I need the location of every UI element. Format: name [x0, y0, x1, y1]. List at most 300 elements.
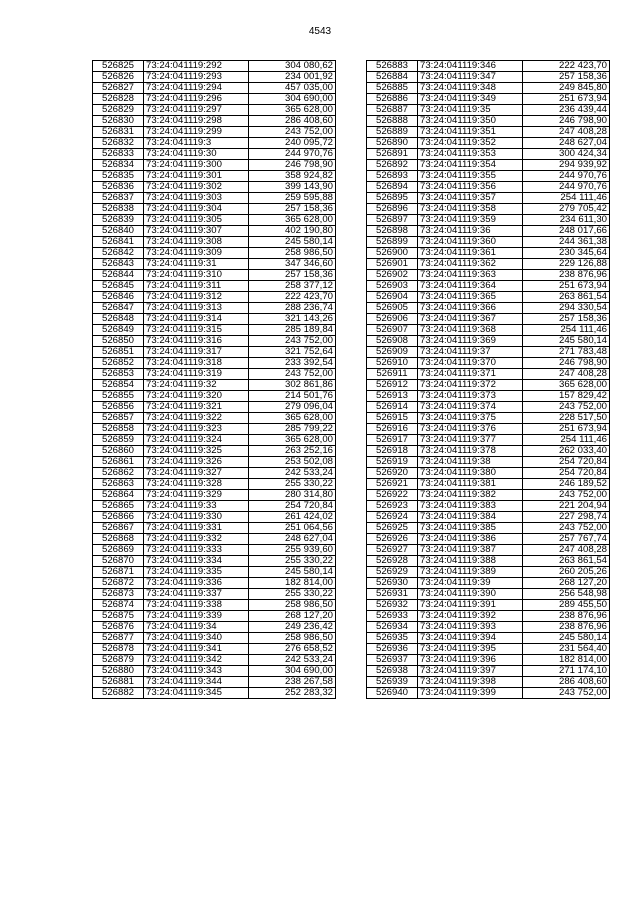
table-row [93, 226, 336, 237]
cadastral-number-cell: 73:24:041119:333 [144, 545, 249, 556]
cadastral-number-cell: 73:24:041119:304 [144, 204, 249, 215]
row-number-cell: 526909 [367, 347, 418, 358]
table-row [367, 556, 610, 567]
cadastral-number-cell: 73:24:041119:339 [144, 611, 249, 622]
row-number-cell: 526937 [367, 655, 418, 666]
cadastral-number-cell: 73:24:041119:366 [418, 303, 523, 314]
cadastral-value-cell: 182 814,00 [249, 578, 336, 589]
table-row [93, 457, 336, 468]
cadastral-value-cell: 227 298,74 [523, 512, 610, 523]
row-number-cell: 526915 [367, 413, 418, 424]
table-row [93, 435, 336, 446]
row-number-cell: 526870 [93, 556, 144, 567]
cadastral-value-cell: 236 439,44 [523, 105, 610, 116]
row-number-cell: 526903 [367, 281, 418, 292]
table-row [367, 435, 610, 446]
cadastral-number-cell: 73:24:041119:314 [144, 314, 249, 325]
table-row [367, 336, 610, 347]
table-row [367, 94, 610, 105]
table-row [93, 138, 336, 149]
cadastral-number-cell: 73:24:041119:368 [418, 325, 523, 336]
cadastral-value-cell: 243 752,00 [249, 336, 336, 347]
row-number-cell: 526871 [93, 567, 144, 578]
table-row [93, 292, 336, 303]
row-number-cell: 526839 [93, 215, 144, 226]
cadastral-value-cell: 238 876,96 [523, 622, 610, 633]
cadastral-number-cell: 73:24:041119:302 [144, 182, 249, 193]
row-number-cell: 526841 [93, 237, 144, 248]
table-row [367, 105, 610, 116]
cadastral-value-cell: 257 158,36 [249, 270, 336, 281]
row-number-cell: 526849 [93, 325, 144, 336]
table-row [93, 61, 336, 72]
table-row [93, 171, 336, 182]
table-row [93, 655, 336, 666]
cadastral-value-cell: 288 236,74 [249, 303, 336, 314]
row-number-cell: 526859 [93, 435, 144, 446]
row-number-cell: 526876 [93, 622, 144, 633]
cadastral-number-cell: 73:24:041119:386 [418, 534, 523, 545]
cadastral-number-cell: 73:24:041119:376 [418, 424, 523, 435]
register-table-right [366, 60, 610, 699]
table-row [93, 567, 336, 578]
cadastral-number-cell: 73:24:041119:355 [418, 171, 523, 182]
table-row [93, 556, 336, 567]
cadastral-number-cell: 73:24:041119:296 [144, 94, 249, 105]
cadastral-value-cell: 300 424,34 [523, 149, 610, 160]
cadastral-value-cell: 399 143,90 [249, 182, 336, 193]
table-row [93, 94, 336, 105]
cadastral-number-cell: 73:24:041119:394 [418, 633, 523, 644]
cadastral-number-cell: 73:24:041119:390 [418, 589, 523, 600]
cadastral-value-cell: 255 330,22 [249, 479, 336, 490]
row-number-cell: 526929 [367, 567, 418, 578]
row-number-cell: 526933 [367, 611, 418, 622]
row-number-cell: 526881 [93, 677, 144, 688]
row-number-cell: 526886 [367, 94, 418, 105]
cadastral-value-cell: 242 533,24 [249, 468, 336, 479]
cadastral-value-cell: 365 628,00 [523, 380, 610, 391]
row-number-cell: 526878 [93, 644, 144, 655]
table-row [367, 358, 610, 369]
cadastral-number-cell: 73:24:041119:369 [418, 336, 523, 347]
table-row [367, 127, 610, 138]
row-number-cell: 526931 [367, 589, 418, 600]
cadastral-value-cell: 247 408,28 [523, 369, 610, 380]
table-row [367, 303, 610, 314]
row-number-cell: 526885 [367, 83, 418, 94]
cadastral-number-cell: 73:24:041119:300 [144, 160, 249, 171]
cadastral-value-cell: 251 673,94 [523, 281, 610, 292]
table-row [93, 468, 336, 479]
row-number-cell: 526826 [93, 72, 144, 83]
row-number-cell: 526930 [367, 578, 418, 589]
table-row [367, 666, 610, 677]
row-number-cell: 526874 [93, 600, 144, 611]
table-row [367, 501, 610, 512]
cadastral-value-cell: 289 455,50 [523, 600, 610, 611]
row-number-cell: 526883 [367, 61, 418, 72]
cadastral-number-cell: 73:24:041119:381 [418, 479, 523, 490]
row-number-cell: 526934 [367, 622, 418, 633]
cadastral-number-cell: 73:24:041119:354 [418, 160, 523, 171]
cadastral-value-cell: 214 501,76 [249, 391, 336, 402]
cadastral-number-cell: 73:24:041119:371 [418, 369, 523, 380]
cadastral-number-cell: 73:24:041119:363 [418, 270, 523, 281]
row-number-cell: 526901 [367, 259, 418, 270]
table-row [367, 534, 610, 545]
table-row [93, 523, 336, 534]
cadastral-number-cell: 73:24:041119:351 [418, 127, 523, 138]
table-row [93, 215, 336, 226]
table-row [367, 149, 610, 160]
cadastral-number-cell: 73:24:041119:347 [418, 72, 523, 83]
cadastral-number-cell: 73:24:041119:387 [418, 545, 523, 556]
cadastral-value-cell: 222 423,70 [523, 61, 610, 72]
table-row [367, 424, 610, 435]
table-row [367, 204, 610, 215]
cadastral-value-cell: 257 158,36 [523, 72, 610, 83]
cadastral-value-cell: 321 143,26 [249, 314, 336, 325]
cadastral-number-cell: 73:24:041119:317 [144, 347, 249, 358]
table-row [367, 171, 610, 182]
cadastral-value-cell: 247 408,28 [523, 545, 610, 556]
cadastral-number-cell: 73:24:041119:336 [144, 578, 249, 589]
cadastral-number-cell: 73:24:041119:380 [418, 468, 523, 479]
table-row [367, 226, 610, 237]
table-row [93, 270, 336, 281]
cadastral-value-cell: 286 408,60 [249, 116, 336, 127]
table-row [93, 512, 336, 523]
cadastral-number-cell: 73:24:041119:321 [144, 402, 249, 413]
cadastral-value-cell: 347 346,60 [249, 259, 336, 270]
table-row [93, 677, 336, 688]
table-row [367, 325, 610, 336]
table-row [93, 83, 336, 94]
table-row [93, 127, 336, 138]
cadastral-number-cell: 73:24:041119:361 [418, 248, 523, 259]
cadastral-value-cell: 285 189,84 [249, 325, 336, 336]
table-row [367, 688, 610, 699]
table-row [93, 303, 336, 314]
table-row [93, 589, 336, 600]
cadastral-number-cell: 73:24:041119:378 [418, 446, 523, 457]
table-row [93, 369, 336, 380]
row-number-cell: 526856 [93, 402, 144, 413]
cadastral-value-cell: 304 690,00 [249, 94, 336, 105]
cadastral-number-cell: 73:24:041119:292 [144, 61, 249, 72]
row-number-cell: 526906 [367, 314, 418, 325]
row-number-cell: 526882 [93, 688, 144, 699]
row-number-cell: 526927 [367, 545, 418, 556]
cadastral-number-cell: 73:24:041119:312 [144, 292, 249, 303]
table-row [367, 600, 610, 611]
row-number-cell: 526862 [93, 468, 144, 479]
cadastral-value-cell: 242 533,24 [249, 655, 336, 666]
cadastral-number-cell: 73:24:041119:352 [418, 138, 523, 149]
cadastral-value-cell: 263 861,54 [523, 292, 610, 303]
cadastral-value-cell: 251 673,94 [523, 94, 610, 105]
cadastral-number-cell: 73:24:041119:39 [418, 578, 523, 589]
row-number-cell: 526889 [367, 127, 418, 138]
row-number-cell: 526842 [93, 248, 144, 259]
cadastral-value-cell: 258 986,50 [249, 633, 336, 644]
cadastral-value-cell: 246 798,90 [249, 160, 336, 171]
cadastral-value-cell: 238 876,96 [523, 270, 610, 281]
cadastral-number-cell: 73:24:041119:37 [418, 347, 523, 358]
table-row [93, 611, 336, 622]
table-row [367, 655, 610, 666]
cadastral-value-cell: 365 628,00 [249, 215, 336, 226]
row-number-cell: 526854 [93, 380, 144, 391]
cadastral-number-cell: 73:24:041119:323 [144, 424, 249, 435]
table-row [93, 545, 336, 556]
register-table-right-body [367, 61, 610, 699]
row-number-cell: 526836 [93, 182, 144, 193]
row-number-cell: 526861 [93, 457, 144, 468]
row-number-cell: 526847 [93, 303, 144, 314]
cadastral-number-cell: 73:24:041119:341 [144, 644, 249, 655]
row-number-cell: 526923 [367, 501, 418, 512]
cadastral-number-cell: 73:24:041119:343 [144, 666, 249, 677]
row-number-cell: 526917 [367, 435, 418, 446]
cadastral-number-cell: 73:24:041119:375 [418, 413, 523, 424]
table-row [367, 402, 610, 413]
row-number-cell: 526907 [367, 325, 418, 336]
cadastral-value-cell: 255 939,60 [249, 545, 336, 556]
row-number-cell: 526913 [367, 391, 418, 402]
cadastral-number-cell: 73:24:041119:391 [418, 600, 523, 611]
cadastral-value-cell: 243 752,00 [523, 402, 610, 413]
cadastral-value-cell: 245 580,14 [249, 567, 336, 578]
table-row [367, 193, 610, 204]
table-row [93, 259, 336, 270]
row-number-cell: 526905 [367, 303, 418, 314]
cadastral-number-cell: 73:24:041119:353 [418, 149, 523, 160]
row-number-cell: 526834 [93, 160, 144, 171]
table-row [367, 314, 610, 325]
cadastral-value-cell: 268 127,20 [523, 578, 610, 589]
cadastral-number-cell: 73:24:041119:309 [144, 248, 249, 259]
cadastral-number-cell: 73:24:041119:35 [418, 105, 523, 116]
row-number-cell: 526832 [93, 138, 144, 149]
cadastral-value-cell: 230 345,64 [523, 248, 610, 259]
row-number-cell: 526840 [93, 226, 144, 237]
cadastral-value-cell: 245 580,14 [249, 237, 336, 248]
cadastral-value-cell: 157 829,42 [523, 391, 610, 402]
cadastral-value-cell: 280 314,80 [249, 490, 336, 501]
table-row [367, 237, 610, 248]
cadastral-number-cell: 73:24:041119:373 [418, 391, 523, 402]
row-number-cell: 526940 [367, 688, 418, 699]
cadastral-value-cell: 243 752,00 [523, 523, 610, 534]
table-row [93, 336, 336, 347]
cadastral-number-cell: 73:24:041119:364 [418, 281, 523, 292]
register-table-left-body [93, 61, 336, 699]
row-number-cell: 526926 [367, 534, 418, 545]
cadastral-number-cell: 73:24:041119:329 [144, 490, 249, 501]
cadastral-value-cell: 243 752,00 [523, 490, 610, 501]
cadastral-number-cell: 73:24:041119:322 [144, 413, 249, 424]
table-row [93, 622, 336, 633]
cadastral-number-cell: 73:24:041119:374 [418, 402, 523, 413]
row-number-cell: 526837 [93, 193, 144, 204]
table-row [93, 578, 336, 589]
row-number-cell: 526827 [93, 83, 144, 94]
table-row [367, 61, 610, 72]
row-number-cell: 526891 [367, 149, 418, 160]
cadastral-number-cell: 73:24:041119:367 [418, 314, 523, 325]
cadastral-number-cell: 73:24:041119:359 [418, 215, 523, 226]
row-number-cell: 526892 [367, 160, 418, 171]
cadastral-value-cell: 233 392,54 [249, 358, 336, 369]
cadastral-number-cell: 73:24:041119:393 [418, 622, 523, 633]
table-row [367, 380, 610, 391]
cadastral-number-cell: 73:24:041119:303 [144, 193, 249, 204]
cadastral-number-cell: 73:24:041119:298 [144, 116, 249, 127]
row-number-cell: 526897 [367, 215, 418, 226]
cadastral-number-cell: 73:24:041119:384 [418, 512, 523, 523]
cadastral-number-cell: 73:24:041119:334 [144, 556, 249, 567]
table-row [93, 325, 336, 336]
cadastral-number-cell: 73:24:041119:305 [144, 215, 249, 226]
row-number-cell: 526898 [367, 226, 418, 237]
row-number-cell: 526866 [93, 512, 144, 523]
table-row [367, 490, 610, 501]
table-row [93, 501, 336, 512]
cadastral-value-cell: 249 845,80 [523, 83, 610, 94]
table-row [93, 281, 336, 292]
table-row [93, 479, 336, 490]
row-number-cell: 526869 [93, 545, 144, 556]
row-number-cell: 526918 [367, 446, 418, 457]
cadastral-value-cell: 259 595,88 [249, 193, 336, 204]
row-number-cell: 526887 [367, 105, 418, 116]
table-row [367, 567, 610, 578]
cadastral-number-cell: 73:24:041119:358 [418, 204, 523, 215]
table-row [93, 402, 336, 413]
page-number: 4543 [308, 26, 332, 37]
table-row [93, 116, 336, 127]
cadastral-value-cell: 271 174,10 [523, 666, 610, 677]
row-number-cell: 526902 [367, 270, 418, 281]
row-number-cell: 526919 [367, 457, 418, 468]
row-number-cell: 526868 [93, 534, 144, 545]
cadastral-number-cell: 73:24:041119:349 [418, 94, 523, 105]
cadastral-value-cell: 268 127,20 [249, 611, 336, 622]
table-row [367, 545, 610, 556]
row-number-cell: 526843 [93, 259, 144, 270]
table-row [367, 160, 610, 171]
cadastral-value-cell: 182 814,00 [523, 655, 610, 666]
cadastral-value-cell: 244 361,38 [523, 237, 610, 248]
table-row [93, 644, 336, 655]
table-row [367, 622, 610, 633]
cadastral-value-cell: 244 970,76 [523, 171, 610, 182]
row-number-cell: 526895 [367, 193, 418, 204]
cadastral-value-cell: 279 705,42 [523, 204, 610, 215]
row-number-cell: 526900 [367, 248, 418, 259]
cadastral-value-cell: 231 564,40 [523, 644, 610, 655]
cadastral-value-cell: 254 111,46 [523, 325, 610, 336]
cadastral-value-cell: 248 627,04 [249, 534, 336, 545]
table-row [93, 72, 336, 83]
table-row [93, 633, 336, 644]
row-number-cell: 526925 [367, 523, 418, 534]
cadastral-number-cell: 73:24:041119:397 [418, 666, 523, 677]
table-row [93, 149, 336, 160]
cadastral-value-cell: 457 035,00 [249, 83, 336, 94]
row-number-cell: 526852 [93, 358, 144, 369]
cadastral-number-cell: 73:24:041119:301 [144, 171, 249, 182]
row-number-cell: 526860 [93, 446, 144, 457]
cadastral-number-cell: 73:24:041119:344 [144, 677, 249, 688]
cadastral-value-cell: 263 252,16 [249, 446, 336, 457]
cadastral-number-cell: 73:24:041119:313 [144, 303, 249, 314]
row-number-cell: 526914 [367, 402, 418, 413]
row-number-cell: 526838 [93, 204, 144, 215]
cadastral-number-cell: 73:24:041119:311 [144, 281, 249, 292]
table-row [367, 523, 610, 534]
row-number-cell: 526920 [367, 468, 418, 479]
cadastral-number-cell: 73:24:041119:345 [144, 688, 249, 699]
cadastral-number-cell: 73:24:041119:370 [418, 358, 523, 369]
cadastral-number-cell: 73:24:041119:398 [418, 677, 523, 688]
cadastral-number-cell: 73:24:041119:330 [144, 512, 249, 523]
row-number-cell: 526865 [93, 501, 144, 512]
cadastral-value-cell: 229 126,88 [523, 259, 610, 270]
cadastral-value-cell: 279 096,04 [249, 402, 336, 413]
table-row [93, 446, 336, 457]
table-row [367, 468, 610, 479]
cadastral-number-cell: 73:24:041119:325 [144, 446, 249, 457]
cadastral-value-cell: 263 861,54 [523, 556, 610, 567]
row-number-cell: 526916 [367, 424, 418, 435]
cadastral-value-cell: 294 330,54 [523, 303, 610, 314]
row-number-cell: 526877 [93, 633, 144, 644]
cadastral-value-cell: 245 580,14 [523, 633, 610, 644]
cadastral-number-cell: 73:24:041119:3 [144, 138, 249, 149]
cadastral-number-cell: 73:24:041119:356 [418, 182, 523, 193]
cadastral-number-cell: 73:24:041119:337 [144, 589, 249, 600]
table-row [367, 182, 610, 193]
cadastral-number-cell: 73:24:041119:36 [418, 226, 523, 237]
cadastral-value-cell: 254 720,84 [249, 501, 336, 512]
cadastral-value-cell: 254 111,46 [523, 193, 610, 204]
cadastral-value-cell: 365 628,00 [249, 105, 336, 116]
cadastral-number-cell: 73:24:041119:360 [418, 237, 523, 248]
table-row [367, 116, 610, 127]
table-row [367, 215, 610, 226]
table-row [367, 589, 610, 600]
row-number-cell: 526879 [93, 655, 144, 666]
row-number-cell: 526922 [367, 490, 418, 501]
cadastral-number-cell: 73:24:041119:310 [144, 270, 249, 281]
table-row [93, 600, 336, 611]
cadastral-number-cell: 73:24:041119:307 [144, 226, 249, 237]
cadastral-value-cell: 222 423,70 [249, 292, 336, 303]
cadastral-value-cell: 262 033,40 [523, 446, 610, 457]
cadastral-value-cell: 248 017,66 [523, 226, 610, 237]
row-number-cell: 526845 [93, 281, 144, 292]
row-number-cell: 526908 [367, 336, 418, 347]
row-number-cell: 526844 [93, 270, 144, 281]
cadastral-number-cell: 73:24:041119:331 [144, 523, 249, 534]
table-row [93, 193, 336, 204]
cadastral-number-cell: 73:24:041119:326 [144, 457, 249, 468]
cadastral-number-cell: 73:24:041119:297 [144, 105, 249, 116]
row-number-cell: 526873 [93, 589, 144, 600]
